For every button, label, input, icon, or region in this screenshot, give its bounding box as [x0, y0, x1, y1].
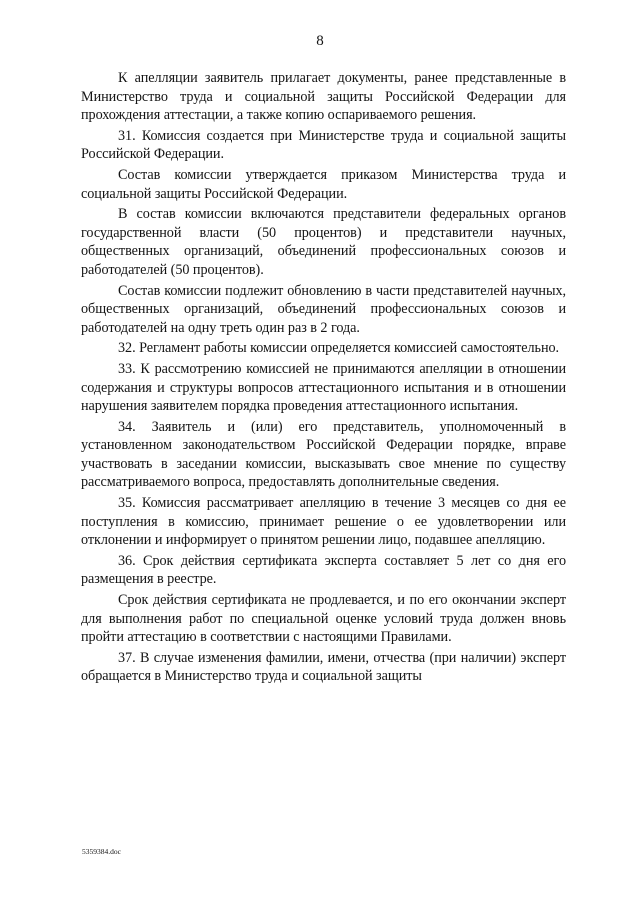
- paragraph-commission-renewal: Состав комиссии подлежит обновлению в части представителей научных, общественных организаций, объединений профессиональных союзов и работодателей на одну треть один раз в 2 года.: [81, 282, 566, 336]
- paragraph-32: 32. Регламент работы комиссии определяется комиссией самостоятельно.: [118, 340, 560, 357]
- paragraph-35: 35. Комиссия рассматривает апелляцию в течение 3 месяцев со дня ее поступления в комиссию, принимает решение о ее удовлетворении или отклонении и информирует о принятом решении лицо, подавшее апелляцию.: [81, 495, 566, 549]
- paragraph-appeal-documents: К апелляции заявитель прилагает документы, ранее представленные в Министерство труда и социальной защиты Российской Федерации для прохождения аттестации, а также копию оспариваемого решения.: [81, 70, 566, 124]
- paragraph-33: 33. К рассмотрению комиссией не принимаются апелляции в отношении содержания и структуры вопросов аттестационного испытания и в отношении нарушения заявителем порядка проведения аттестационного испытания.: [81, 360, 566, 415]
- document-body: [81, 69, 566, 688]
- document-file-code: 5359384.doc: [82, 847, 121, 856]
- paragraph-commission-approval: Состав комиссии утверждается приказом Министерства труда и социальной защиты Российской Федерации.: [81, 166, 566, 202]
- page-number: 8: [316, 33, 324, 49]
- paragraph-36: 36. Срок действия сертификата эксперта составляет 5 лет со дня его размещения в реестре.: [81, 552, 566, 588]
- paragraph-37: 37. В случае изменения фамилии, имени, отчества (при наличии) эксперт обращается в Министерство труда и социальной защиты: [81, 649, 566, 685]
- paragraph-commission-members: В состав комиссии включаются представители федеральных органов государственной власти (50 процентов) и представители научных, общественных организаций, объединений профессиональных союзов и работодателей (50 процентов).: [81, 206, 566, 278]
- paragraph-31: 31. Комиссия создается при Министерстве труда и социальной защиты Российской Федерации.: [81, 127, 566, 163]
- paragraph-certificate-expiry: Срок действия сертификата не продлевается, и по его окончании эксперт для выполнения работ по специальной оценке условий труда должен вновь пройти аттестацию в соответствии с настоящими Правилами.: [81, 592, 566, 646]
- paragraph-34: 34. Заявитель и (или) его представитель, уполномоченный в установленном законодательством Российской Федерации порядке, вправе участвовать в заседании комиссии, высказывать свое мнение по существу рассматриваемого вопроса, предоставлять дополнительные сведения.: [81, 418, 566, 491]
